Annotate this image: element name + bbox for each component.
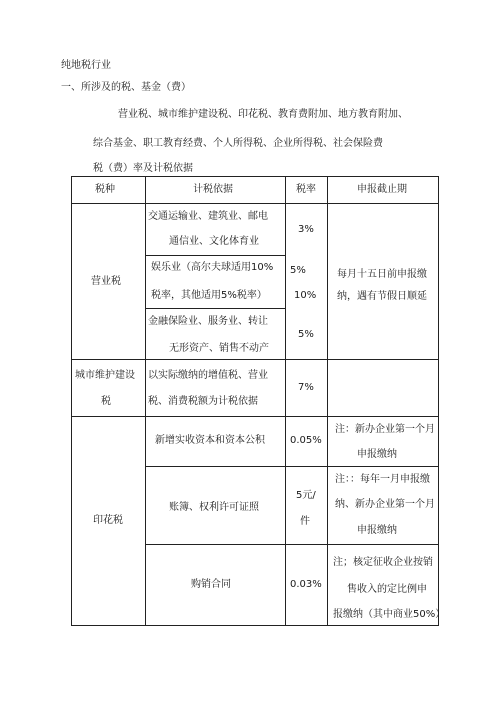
- rate-cell: 件: [300, 516, 310, 527]
- basis-cell: 无形资产、销售不动产: [169, 343, 269, 354]
- basis-cell: 购销合同: [191, 579, 231, 590]
- deadline-cell: 每月十五日前申报缴: [337, 269, 427, 280]
- tax-type-urban: 城市维护建设: [75, 370, 135, 381]
- table-border-top: [71, 176, 439, 177]
- deadline-cell: 注：：每年一月申报缴: [335, 474, 430, 485]
- deadline-cell: 纳，遇有节假日顺延: [337, 291, 427, 302]
- rate-cell: 3%: [298, 224, 314, 235]
- document-title: 纯地税行业: [61, 60, 111, 71]
- row-divider: [145, 466, 439, 467]
- rate-cell: 10%: [294, 290, 317, 301]
- header-divider: [71, 203, 439, 204]
- header-deadline: 申报截止期: [357, 184, 407, 195]
- deadline-cell: 申报缴纳: [357, 525, 397, 536]
- rate-cell: 0.03%: [290, 579, 322, 590]
- rate-cell: 5元/: [296, 490, 316, 501]
- table-border-left: [71, 176, 72, 626]
- tax-type-urban: 税: [101, 396, 111, 407]
- row-divider: [145, 544, 439, 545]
- rate-cell: 5%: [298, 329, 314, 340]
- row-divider: [145, 308, 285, 309]
- rate-cell: 7%: [298, 382, 314, 393]
- deadline-cell: 注；核定征收企业按销: [333, 557, 433, 568]
- basis-cell: 税、消费税额为计税依据: [148, 396, 258, 407]
- rate-cell: 5%: [290, 265, 306, 276]
- row-divider: [71, 416, 439, 417]
- column-divider: [285, 176, 286, 626]
- column-divider: [327, 176, 328, 626]
- basis-cell: 娱乐业（高尔夫球适用10%: [151, 262, 274, 273]
- basis-cell: 以实际缴纳的增值税、营业: [148, 370, 268, 381]
- table-border-bottom: [71, 625, 439, 626]
- table-caption: 税（费）率及计税依据: [93, 163, 193, 174]
- deadline-cell: 售收入的定比例申: [347, 584, 427, 595]
- tax-type-stamp: 印花税: [93, 515, 123, 526]
- tax-type-business: 营业税: [91, 276, 121, 287]
- deadline-cell: 纳、新办企业第一个月: [335, 499, 435, 510]
- row-divider: [71, 359, 439, 360]
- row-divider: [145, 255, 285, 256]
- rate-cell: 0.05%: [290, 435, 322, 446]
- basis-cell: 新增实收资本和资本公积: [155, 435, 265, 446]
- section-heading: 一、所涉及的税、基金（费）: [61, 82, 191, 93]
- basis-cell: 交通运输业、建筑业、邮电: [148, 211, 268, 222]
- basis-cell: 通信业、文化体育业: [169, 236, 259, 247]
- deadline-cell: 报缴纳（其中商业50%）: [333, 609, 446, 620]
- deadline-cell: 注：新办企业第一个月: [335, 424, 435, 435]
- basis-cell: 税率，其他适用5%税率）: [151, 290, 267, 301]
- header-basis: 计税依据: [193, 184, 233, 195]
- header-rate: 税率: [296, 184, 316, 195]
- deadline-cell: 申报缴纳: [357, 449, 397, 460]
- taxes-list-line-2: 综合基金、职工教育经费、个人所得税、企业所得税、社会保险费: [93, 138, 383, 149]
- basis-cell: 账簿、权利许可证照: [169, 502, 259, 513]
- basis-cell: 金融保险业、服务业、转让: [148, 316, 268, 327]
- taxes-list-line-1: 营业税、城市维护建设税、印花税、教育费附加、地方教育附加、: [118, 109, 408, 120]
- tax-rate-table: [71, 176, 446, 626]
- table-border-right: [438, 176, 439, 626]
- header-tax-type: 税种: [95, 184, 115, 195]
- column-divider: [145, 176, 146, 626]
